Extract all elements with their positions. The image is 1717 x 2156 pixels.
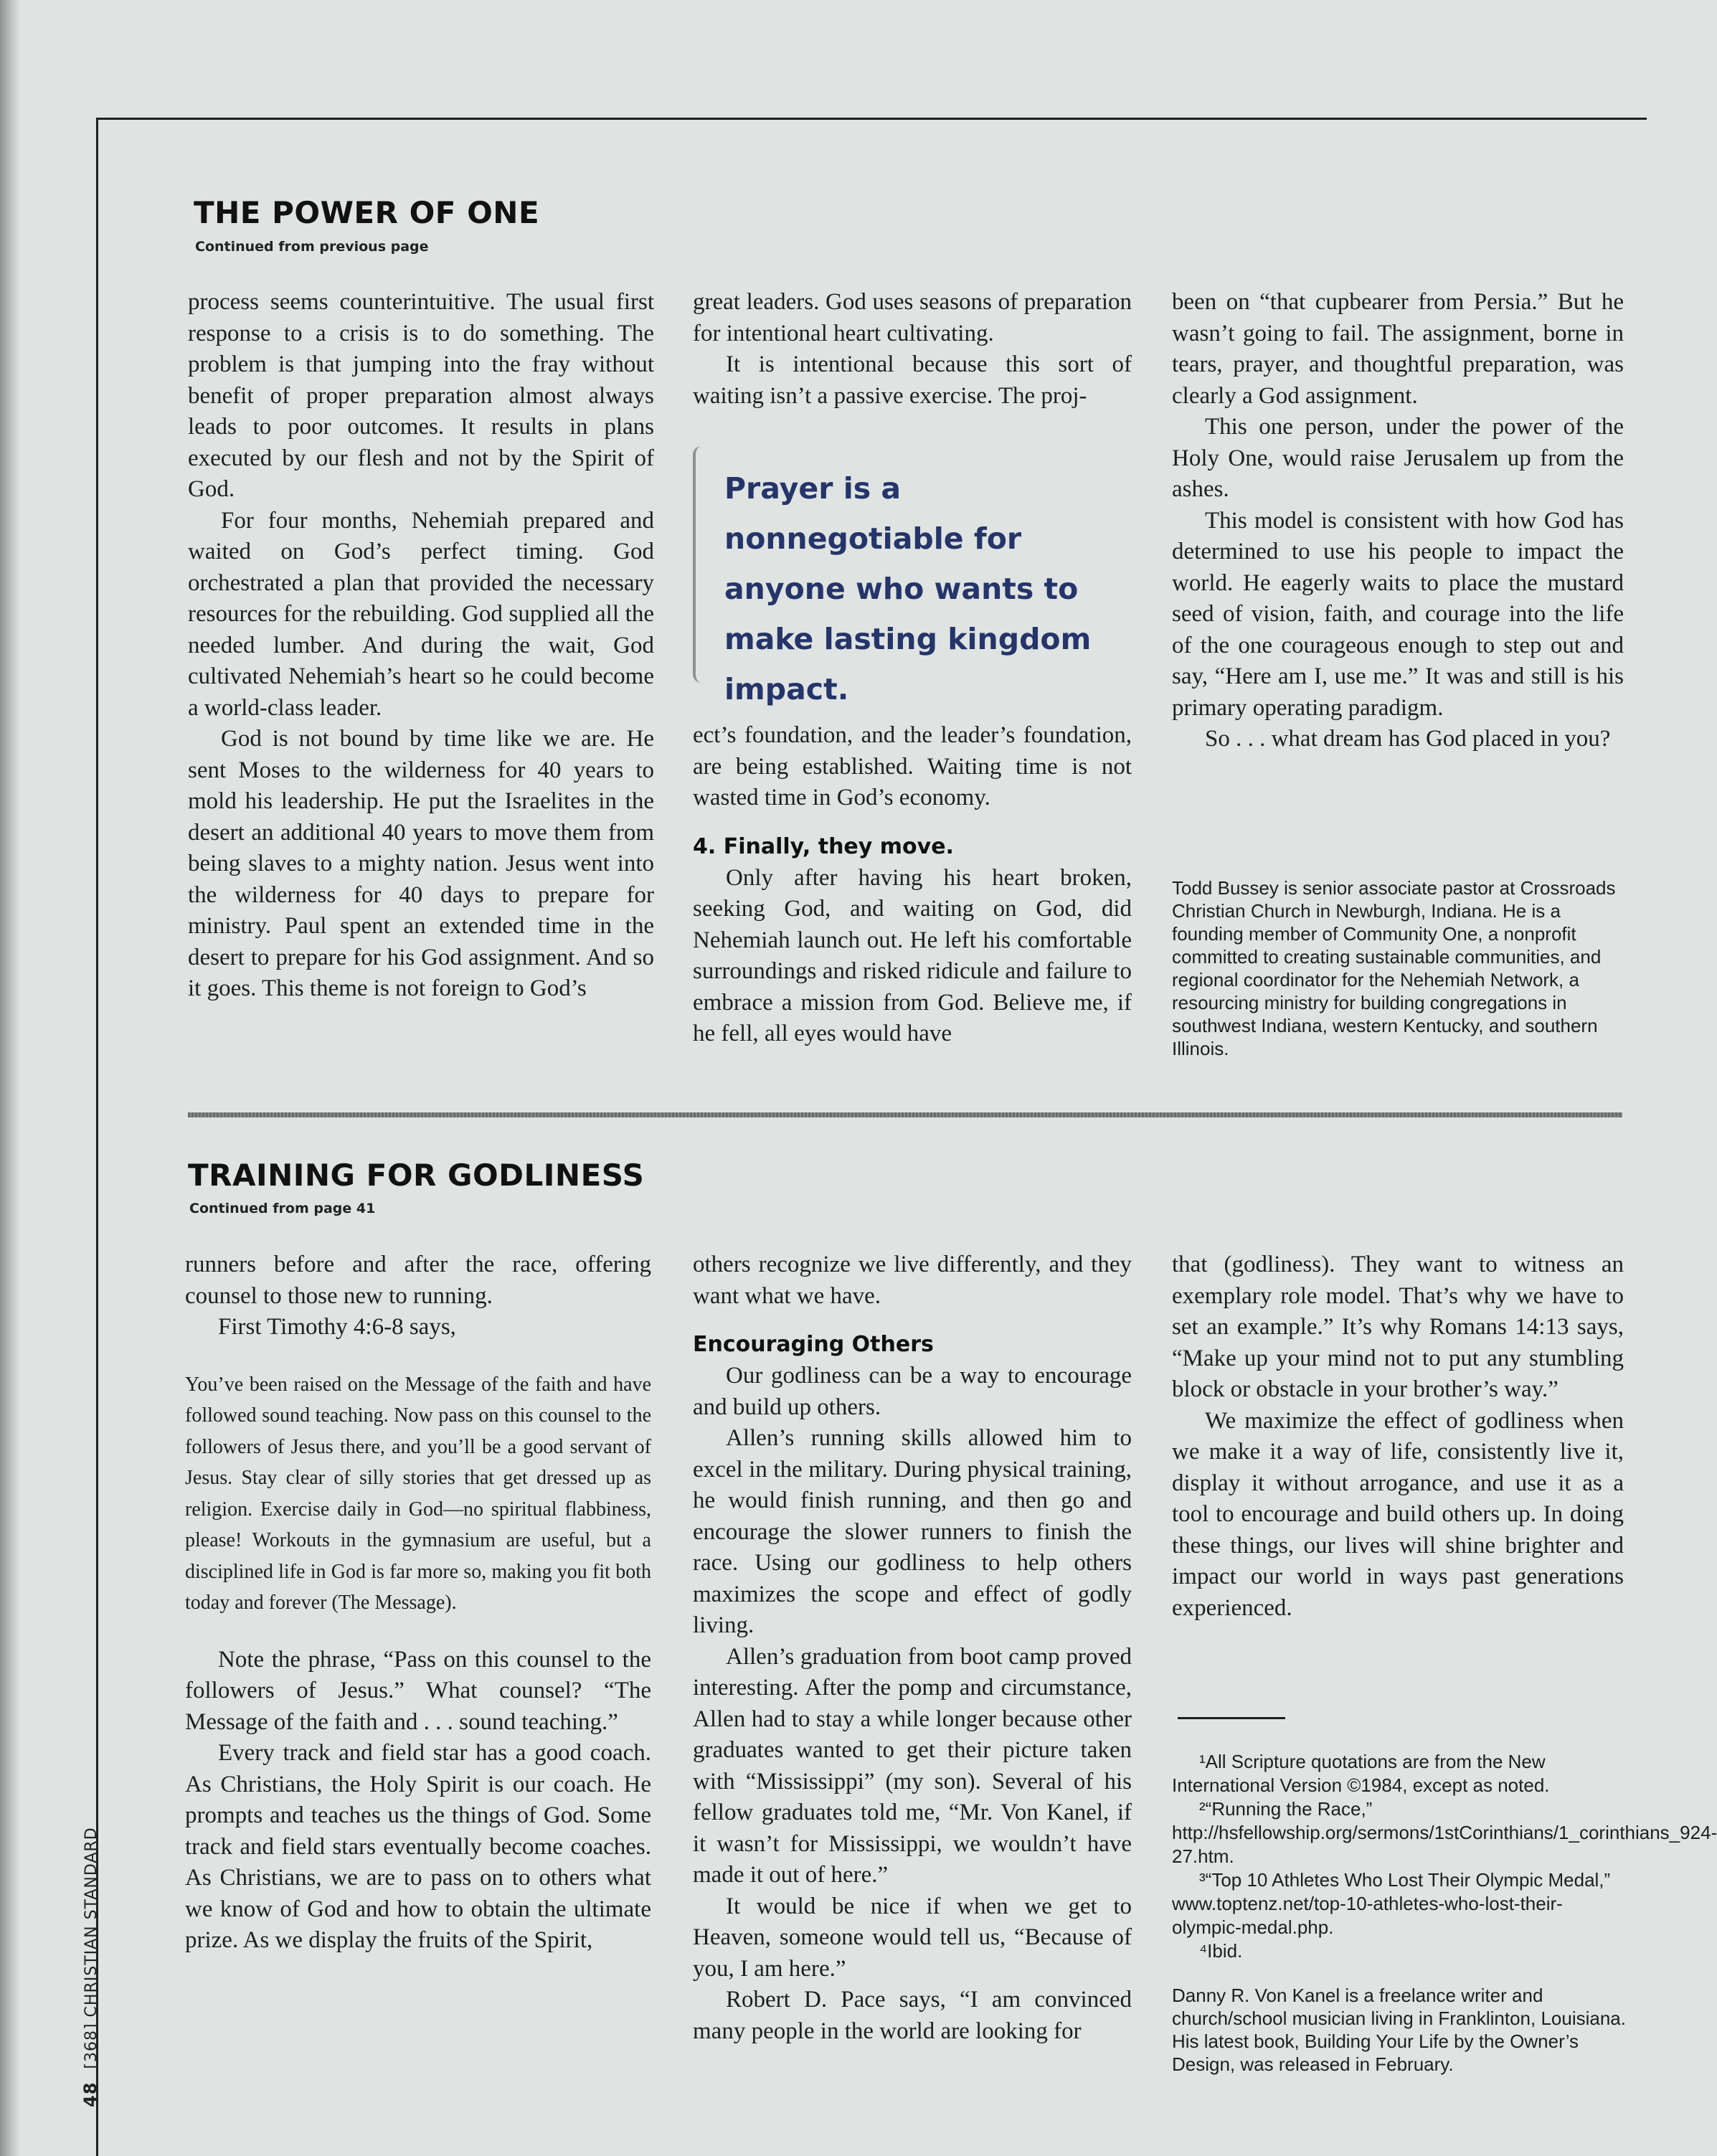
paragraph: This model is consistent with how God has determined to use his people to impact the world. He eagerly waits to place the mustard seed of vision, faith, and courage into the life of the one courageous enough to step out and say, “Here am I, use me.” It was and still is his primary operating paradigm. [1172, 507, 1624, 721]
section-title-training-for-godliness: TRAINING FOR GODLINESS [188, 1158, 645, 1193]
article2-column-1 [185, 1249, 651, 1957]
continued-note: Continued from previous page [195, 239, 429, 255]
footnote: ¹All Scripture quotations are from the New International Version ©1984, except as noted. [1172, 1751, 1550, 1796]
paragraph: We maximize the effect of godliness when we make it a way of life, consistently live it, display it without arrogance, and use it as a tool to encourage and build others up. In doing these things, our lives will shine brighter and impact our world in ways past generations experienced. [1172, 1407, 1624, 1621]
paragraph: Allen’s graduation from boot camp proved interesting. After the pomp and circumstance, Allen had to stay a while longer because other graduates wanted to get their picture taken with “Mississippi” (my son). Several of his fellow graduates told me, “Mr. Von Kanel, if it wasn’t for Mississippi, we wouldn’t have made it out of here.” [693, 1643, 1132, 1888]
article1-column-3 [1172, 287, 1624, 755]
paragraph: So . . . what dream has God placed in you? [1205, 726, 1611, 752]
page-folio [80, 1827, 100, 2107]
paragraph: others recognize we live differently, and they want what we have. [693, 1252, 1132, 1309]
publication-name: [368] CHRISTIAN STANDARD [82, 1827, 100, 2069]
author-bio-todd-bussey: Todd Bussey is senior associate pastor at Crossroads Christian Church in Newburgh, Indiana. He is a founding member of Community One, a nonprofit committed to creating sustainable communities, and regional coordinator for the Nehemiah Network, a resourcing ministry for building congregations in southwest Indiana, western Kentucky, and southern Illinois. [1172, 877, 1616, 1059]
footnotes [1172, 1750, 1717, 1963]
frame-top-rule [96, 118, 1647, 120]
pull-quote-text: Prayer is a nonnegotiable for anyone who wants to make lasting kingdom impact. [724, 471, 1092, 706]
blockquote-text: You’ve been raised on the Message of the faith and have followed sound teaching. Now pass on this counsel to the followers of Jesus there, and you’ll be a good servant of Jesus. Stay clear of silly stories that get dressed up as religion. Exercise daily in God—no spiritual flabbiness, please! Workouts in the gymnasium are useful, but a disciplined life in God is far more so, making you fit both today and forever (The Message). [185, 1373, 651, 1614]
continued-note: Continued from page 41 [189, 1201, 376, 1216]
paragraph: that (godliness). They want to witness an exemplary role model. That’s why we have to set an example.” It’s why Romans 14:13 says, “Make up your mind not to put any stumbling block or obstacle in your brother’s way.” [1172, 1252, 1624, 1402]
paragraph: Only after having his heart broken, seeking God, and waiting on God, did Nehemiah launch out. He left his comfortable surroundings and risked ridicule and failure to embrace a mission from God. Believe me, if he fell, all eyes would have [693, 864, 1132, 1046]
article2-column-2 [693, 1249, 1132, 2047]
subhead-finally-they-move: 4. Finally, they move. [693, 833, 954, 859]
paragraph: ect’s foundation, and the leader’s foundation, are being established. Waiting time is not wasted time in God’s economy. [693, 722, 1132, 810]
paragraph: Allen’s running skills allowed him to excel in the military. During physical training, he would finish running, and then go and encourage the slower runners to finish the race. Using our godliness to help others maximizes the scope and effect of godly living. [693, 1425, 1132, 1638]
paragraph: It would be nice if when we get to Heaven, someone would tell us, “Because of you, I am here.” [693, 1893, 1132, 1982]
paragraph: For four months, Nehemiah prepared and waited on God’s perfect timing. God orchestrated a plan that provided the necessary resources for the rebuilding. God supplied all the needed lumber. And during the wait, God cultivated Nehemiah’s heart so he could become a world-class leader. [188, 507, 654, 721]
section-divider [188, 1112, 1622, 1117]
article1-column-1 [188, 287, 654, 1005]
paragraph: process seems counterintuitive. The usual first response to a crisis is to do something. The problem is that jumping into the fray without benefit of proper preparation almost always leads to poor outcomes. It results in plans executed by our flesh and not by the Spirit of God. [188, 289, 654, 502]
paragraph: Robert D. Pace says, “I am convinced many people in the world are looking for [693, 1987, 1132, 2044]
article2-column-3 [1172, 1249, 1624, 1624]
author-bio-danny-von-kanel: Danny R. Von Kanel is a freelance writer and church/school musician living in Franklinton, Louisiana. His latest book, Building Your Life by the Owner’s Design, was released in February. [1172, 1985, 1626, 2075]
page-binding-shadow [0, 0, 20, 2156]
article1-column-2-top [693, 287, 1132, 412]
subhead-encouraging-others: Encouraging Others [693, 1332, 934, 1357]
pull-quote [693, 446, 1140, 706]
footnote-rule [1178, 1717, 1285, 1719]
paragraph: It is intentional because this sort of waiting isn’t a passive exercise. The proj- [693, 351, 1132, 409]
footnote: ²“Running the Race,” http://hsfellowship.org/sermons/1stCorinthians/1_corinthians_924-27.htm. [1172, 1798, 1717, 1867]
footnote: ³“Top 10 Athletes Who Lost Their Olympic Medal,” www.toptenz.net/top-10-athletes-who-lost-their-olympic-medal.php. [1172, 1869, 1611, 1938]
scripture-blockquote [185, 1369, 651, 1619]
paragraph: Note the phrase, “Pass on this counsel to the followers of Jesus.” What counsel? “The Message of the faith and . . . sound teaching.” [185, 1646, 651, 1735]
article1-column-2-bottom [693, 720, 1132, 1050]
paragraph: This one person, under the power of the Holy One, would raise Jerusalem up from the ashes. [1172, 414, 1624, 502]
paragraph: Every track and field star has a good coach. As Christians, the Holy Spirit is our coach. He prompts and teaches us the things of God. Some track and field stars eventually become coaches. As Christians, we are to pass on to others what we know of God and how to obtain the ultimate prize. As we display the fruits of the Spirit, [185, 1740, 651, 1953]
section-title-power-of-one: THE POWER OF ONE [194, 195, 540, 230]
page-number: 48 [80, 2081, 100, 2107]
paragraph: been on “that cupbearer from Persia.” But he wasn’t going to fail. The assignment, borne in tears, prayer, and thoughtful preparation, was clearly a God assignment. [1172, 289, 1624, 409]
paragraph: God is not bound by time like we are. He sent Moses to the wilderness for 40 years to mold his leadership. He put the Israelites in the desert an additional 40 years to move them from being slaves to a mighty nation. Jesus went into the wilderness for 40 days to prepare for ministry. Paul spent an extended time in the desert to prepare for his God assignment. And so it goes. This theme is not foreign to God’s [188, 726, 654, 1001]
paragraph: Our godliness can be a way to encourage and build up others. [693, 1363, 1132, 1420]
paragraph: runners before and after the race, offering counsel to those new to running. [185, 1252, 651, 1309]
paragraph: First Timothy 4:6-8 says, [218, 1314, 456, 1340]
footnote: ⁴Ibid. [1199, 1940, 1243, 1962]
paragraph: great leaders. God uses seasons of preparation for intentional heart cultivating. [693, 289, 1132, 346]
